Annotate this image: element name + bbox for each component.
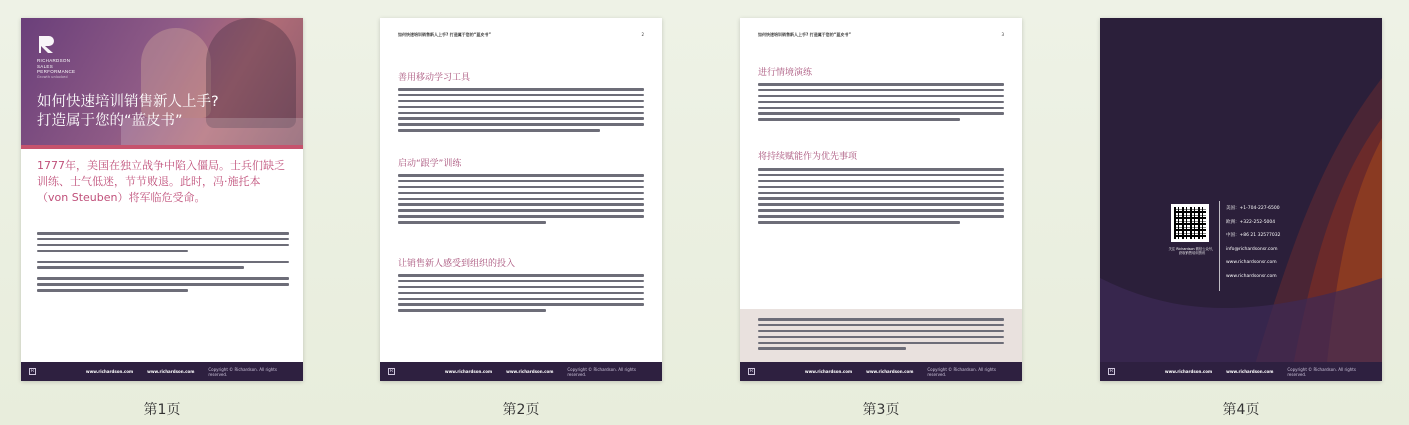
contact-website: www.richardsonsr.com	[1226, 260, 1277, 265]
page-footer: R www.richardson.com www.richardson.com Copyright © Richardson. All rights reserved.	[380, 362, 662, 381]
page-title: 如何快速培训销售新人上手? 打造属于您的“蓝皮书”	[37, 94, 219, 129]
contact-phone-cn: 中国：+86 21 32577032	[1226, 233, 1281, 238]
accent-band	[21, 145, 303, 149]
page-number: 2	[641, 32, 644, 37]
summary-band	[740, 309, 1022, 362]
contact-phone-eu: 欧洲：+322-252-5004	[1226, 219, 1276, 225]
body-text	[758, 168, 1004, 227]
page-label-4[interactable]: 第4页	[1222, 402, 1260, 418]
page-thumbnail-4[interactable]	[1100, 18, 1382, 381]
page-footer: R www.richardson.com www.richardson.com Copyright © Richardson. All rights reserved.	[1100, 362, 1382, 381]
page-footer: R www.richardson.com www.richardson.com Copyright © Richardson. All rights reserved.	[21, 362, 303, 381]
page-label-1[interactable]: 第1页	[143, 402, 181, 418]
section-heading: 善用移动学习工具	[398, 73, 471, 83]
page-number: 3	[1001, 32, 1004, 37]
qr-caption: 关注 Richardson 微信公众号，获取销售培训资讯	[1168, 247, 1216, 256]
brand-name: RICHARDSON SALES PERFORMANCE Growth unlocked	[37, 58, 76, 79]
page-thumbnail-1[interactable]	[21, 18, 303, 381]
body-text	[398, 174, 644, 227]
qr-code	[1171, 204, 1209, 242]
page-label-2[interactable]: 第2页	[502, 402, 540, 418]
contact-email: info@richardsonsr.com	[1226, 246, 1278, 252]
contact-phone-us: 美国：+1-704-227-6500	[1226, 206, 1280, 211]
body-text	[758, 83, 1004, 124]
richardson-logo-icon	[37, 34, 57, 54]
section-heading: 启动“跟学”训练	[398, 159, 462, 169]
contact-list	[1226, 202, 1281, 283]
lead-paragraph: 1777年，美国在独立战争中陷入僵局。士兵们缺乏训练、士气低迷，节节败退。此时，冯·施托本（von Steuben）将军临危受命。	[37, 159, 285, 204]
page-thumbnail-3[interactable]	[740, 18, 1022, 381]
body-text	[398, 88, 644, 135]
running-head: 如何快速培训销售新人上手? 打造属于您的“蓝皮书”	[398, 32, 491, 37]
section-heading: 让销售新人感受到组织的投入	[398, 259, 516, 269]
page-thumbnail-2[interactable]	[380, 18, 662, 381]
page-footer: R www.richardson.com www.richardson.com Copyright © Richardson. All rights reserved.	[740, 362, 1022, 381]
section-heading: 进行情境演练	[758, 68, 813, 78]
section-heading: 将持续赋能作为优先事项	[758, 152, 858, 162]
running-head: 如何快速培训销售新人上手? 打造属于您的“蓝皮书”	[758, 32, 851, 37]
divider	[1219, 201, 1220, 291]
cover-hero-image	[21, 18, 303, 149]
body-text	[398, 274, 644, 315]
body-text	[37, 232, 289, 295]
contact-website: www.richardsonsr.com	[1226, 273, 1277, 279]
page-label-3[interactable]: 第3页	[862, 402, 900, 418]
back-cover-graphic	[1100, 18, 1382, 381]
